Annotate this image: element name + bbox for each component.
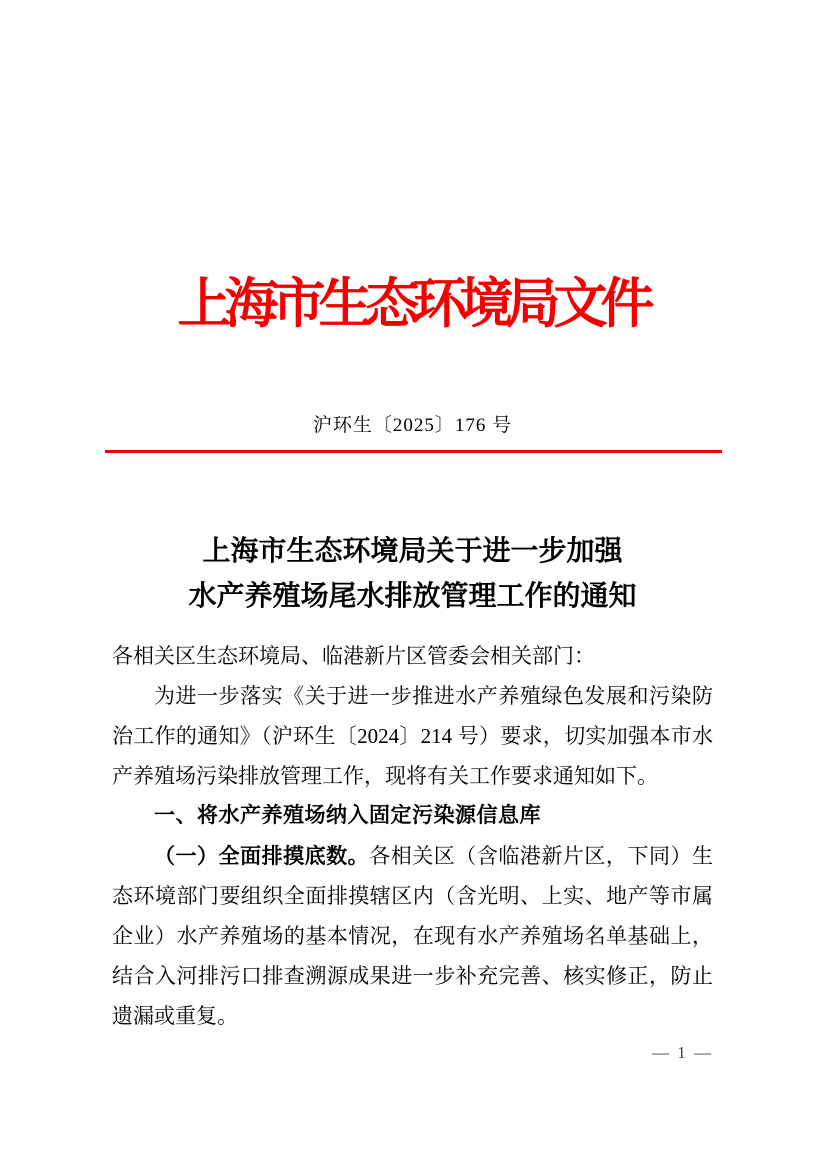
item-1-paragraph xyxy=(112,836,713,1036)
intro-paragraph: 为进一步落实《关于进一步推进水产养殖绿色发展和污染防治工作的通知》（沪环生〔2024〕214 号）要求，切实加强本市水产养殖场污染排放管理工作，现将有关工作要求通知如下。 xyxy=(112,684,713,788)
salutation-line: 各相关区生态环境局、临港新片区管委会相关部门： xyxy=(112,644,595,668)
item-1-lead: （一）全面排摸底数。 xyxy=(154,844,370,868)
red-divider-line xyxy=(105,450,722,453)
section-1-heading: 一、将水产养殖场纳入固定污染源信息库 xyxy=(154,804,541,827)
item-1-text: 各相关区（含临港新片区，下同）生态环境部门要组织全面排摸辖区内（含光明、上实、地产等市属企业）水产养殖场的基本情况，在现有水产养殖场名单基础上，结合入河排污口排查溯源成果进一步补充完善、核实修正，防止遗漏或重复。 xyxy=(112,844,714,1028)
document-header-title: 上海市生态环境局文件 xyxy=(177,274,648,334)
document-body xyxy=(112,636,713,1036)
document-number: 沪环生〔2025〕176 号 xyxy=(312,415,513,436)
page-number: — 1 — xyxy=(652,1043,713,1062)
document-title-line1: 上海市生态环境局关于进一步加强 xyxy=(202,536,623,567)
document-title-line2: 水产养殖场尾水排放管理工作的通知 xyxy=(188,581,637,612)
document-title xyxy=(112,529,713,619)
